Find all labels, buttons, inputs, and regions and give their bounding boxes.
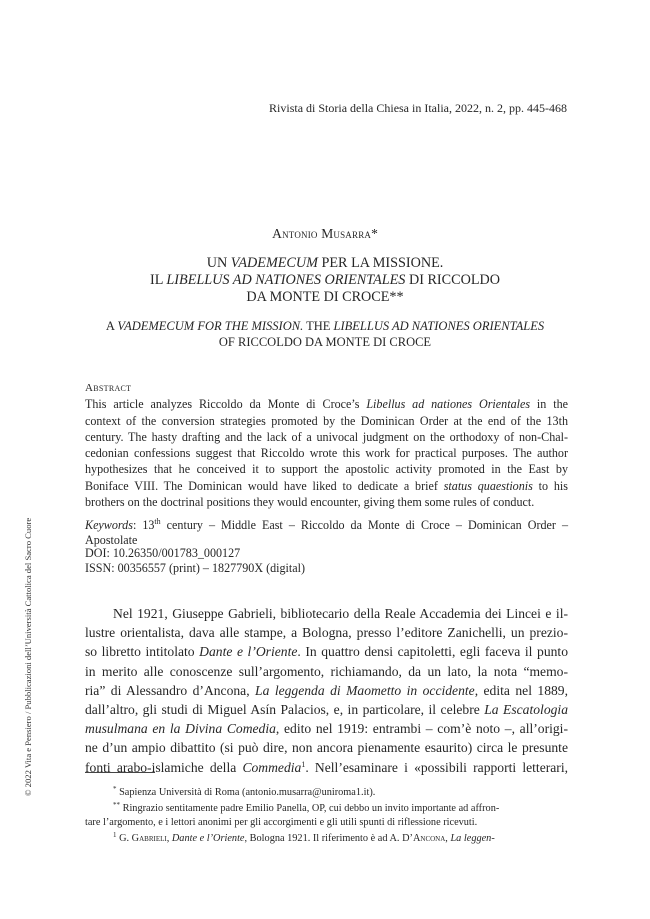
title-italic: VADEMECUM: [230, 255, 318, 271]
abstract-text: to his: [532, 478, 568, 493]
footnote-mark: 1: [113, 831, 117, 840]
title-text: UN: [206, 255, 231, 271]
body-italic: musulmana en la Divina Comedia: [85, 721, 276, 737]
article-identifiers: [85, 546, 305, 575]
abstract-label: Abstract: [85, 382, 132, 394]
abstract-line: context of the conversion strategies promoted by the Dominican Order at the end of the 13th: [85, 413, 568, 428]
footnote-italic: La leggen-: [450, 833, 495, 845]
body-text-run: . In quattro densi capitoletti, egli faceva il punto: [297, 644, 568, 660]
abstract-line: cedonian confessions suggest that Riccoldo wrote this work for practical purposes. The author: [85, 446, 568, 461]
footnote-text: , Bologna 1921. Il riferimento è ad A. D’: [244, 833, 413, 845]
footnote-author: Ancona: [412, 833, 446, 845]
title-line-1: [0, 255, 650, 272]
body-line: [85, 642, 568, 661]
keywords-line: [85, 518, 568, 533]
footnote-text: ,: [445, 833, 451, 845]
footnote-1: [85, 783, 568, 799]
footnote-author: Gabrieli: [131, 833, 167, 845]
body-text-run: dall’altro, gli studi di Miguel Asín Palacios, e, in particolare, il celebre: [85, 702, 485, 718]
subtitle-text: A: [105, 319, 118, 333]
footnote-text: Sapienza Università di Roma (antonio.musarra@uniroma1.it).: [116, 787, 376, 798]
keywords-sup: th: [154, 517, 161, 526]
footnote-2-cont: tare l’argomento, e i lettori anonimi per gli accorgimenti e gli utili spunti di riflessione ricevuti.: [85, 816, 478, 828]
footnote-3: [85, 829, 568, 845]
footnote-mark: **: [113, 801, 120, 810]
abstract-italic: Libellus ad nationes Orientales: [366, 397, 531, 412]
body-line: [85, 719, 568, 738]
body-line: ne d’un ampio dibattito (si può dire, non ancora pienamente esaurito) circa le presunte: [85, 740, 568, 756]
title-text: PER LA MISSIONE.: [317, 255, 444, 271]
body-italic: Dante e l’Oriente: [199, 644, 298, 660]
body-text-run: ria” di Alessandro d’Ancona,: [85, 682, 256, 698]
abstract-line: [85, 478, 568, 494]
author-name-text: Antonio Musarra: [272, 226, 372, 241]
subtitle-italic: LIBELLUS AD NATIONES ORIENTALES: [333, 319, 545, 333]
footnote-text: Ringrazio sentitamente padre Emilio Panella, OP, cui debbo un invito importante ad affron-: [120, 803, 500, 815]
body-line: [85, 700, 568, 719]
body-text-run: fonti arabo-islamiche della: [85, 759, 243, 775]
footnote-ref[interactable]: 1: [301, 759, 306, 769]
doi: DOI: 10.26350/001783_000127: [85, 546, 241, 560]
footnotes: [85, 783, 568, 846]
keywords-label: Keywords: [85, 518, 133, 532]
title-line-2: [0, 272, 650, 289]
title-line-3: DA MONTE DI CROCE**: [246, 289, 404, 305]
body-text-run: so libretto intitolato: [85, 644, 200, 660]
author-name: [0, 226, 650, 242]
subtitle-italic: VADEMECUM FOR THE MISSION.: [117, 319, 304, 333]
body-text-run: . Nell’esaminare i «possibili rapporti letterari,: [305, 759, 569, 775]
keywords-text: : 13: [132, 518, 155, 532]
abstract-italic: status quaestionis: [443, 478, 533, 493]
abstract-line: hypothesizes that he conceived it to support the apostolic activity promoted in the East by: [85, 462, 568, 477]
body-italic: La Escatologia: [484, 702, 568, 718]
abstract: [85, 380, 568, 510]
footnote-mark: *: [113, 785, 117, 793]
body-italic: Commedia: [242, 759, 302, 775]
footnote-text: ,: [166, 833, 172, 845]
journal-citation: Rivista di Storia della Chiesa in Italia, 2022, n. 2, pp. 445-468: [269, 101, 567, 115]
keywords: [85, 518, 568, 548]
title-text: DI RICCOLDO: [405, 272, 500, 288]
body-italic: La leggenda di Maometto in occidente: [255, 682, 475, 698]
issn: ISSN: 00356557 (print) – 1827790X (digital): [85, 560, 306, 575]
footnote-text: G.: [116, 833, 132, 845]
author-mark: *: [371, 226, 378, 241]
abstract-text: This article analyzes Riccoldo da Monte di Croce’s: [85, 397, 367, 412]
abstract-line: century. The hasty drafting and the lack of a univocal judgment on the orthodoxy of non-Chal-: [85, 429, 568, 444]
subtitle-line-2: OF RICCOLDO DA MONTE DI CROCE: [218, 335, 432, 349]
footnote-italic: Dante e l’Oriente: [171, 833, 245, 845]
abstract-line: brothers on the doctrinal positions they would encounter, giving them some rules of conduct.: [85, 495, 535, 510]
keywords-line: Apostolate: [85, 533, 138, 547]
english-title: [0, 318, 650, 350]
body-line: in merito alle conoscenze sull’argomento, richiamando, da un lato, la nota “memo-: [85, 663, 568, 679]
subtitle-text: THE: [303, 319, 334, 333]
title-italic: LIBELLUS AD NATIONES ORIENTALES: [166, 272, 406, 288]
footnote-rule: [85, 772, 155, 773]
subtitle-line-1: [0, 318, 650, 334]
abstract-text: Boniface VIII. The Dominican would have liked to dedicate a brief: [85, 478, 444, 493]
body-line: [85, 758, 568, 777]
article-title: [0, 255, 650, 306]
body-text-run: , edito nel 1919: entrambi – com’è noto –, all’origi-: [275, 721, 568, 737]
title-text: IL: [150, 272, 167, 288]
keywords-text: century – Middle East – Riccoldo da Monte di Croce – Dominican Order –: [160, 518, 568, 532]
body-line: Nel 1921, Giuseppe Gabrieli, bibliotecario della Reale Accademia dei Lincei e il-: [113, 606, 568, 621]
copyright-text: © 2022 Vita e Pensiero / Pubblicazioni dell’Università Cattolica del Sacro Cuore: [23, 517, 33, 796]
body-line: [85, 681, 568, 700]
abstract-line: [85, 396, 568, 412]
abstract-text: in the: [530, 397, 568, 412]
body-text-run: , edita nel 1889,: [474, 682, 568, 698]
body-line: lustre orientalista, dava alle stampe, a Bologna, presso l’editore Zanichelli, un prezio-: [85, 625, 568, 641]
body-text: [85, 604, 568, 777]
copyright-sidebar: [23, 496, 35, 796]
footnote-2: [85, 799, 568, 815]
